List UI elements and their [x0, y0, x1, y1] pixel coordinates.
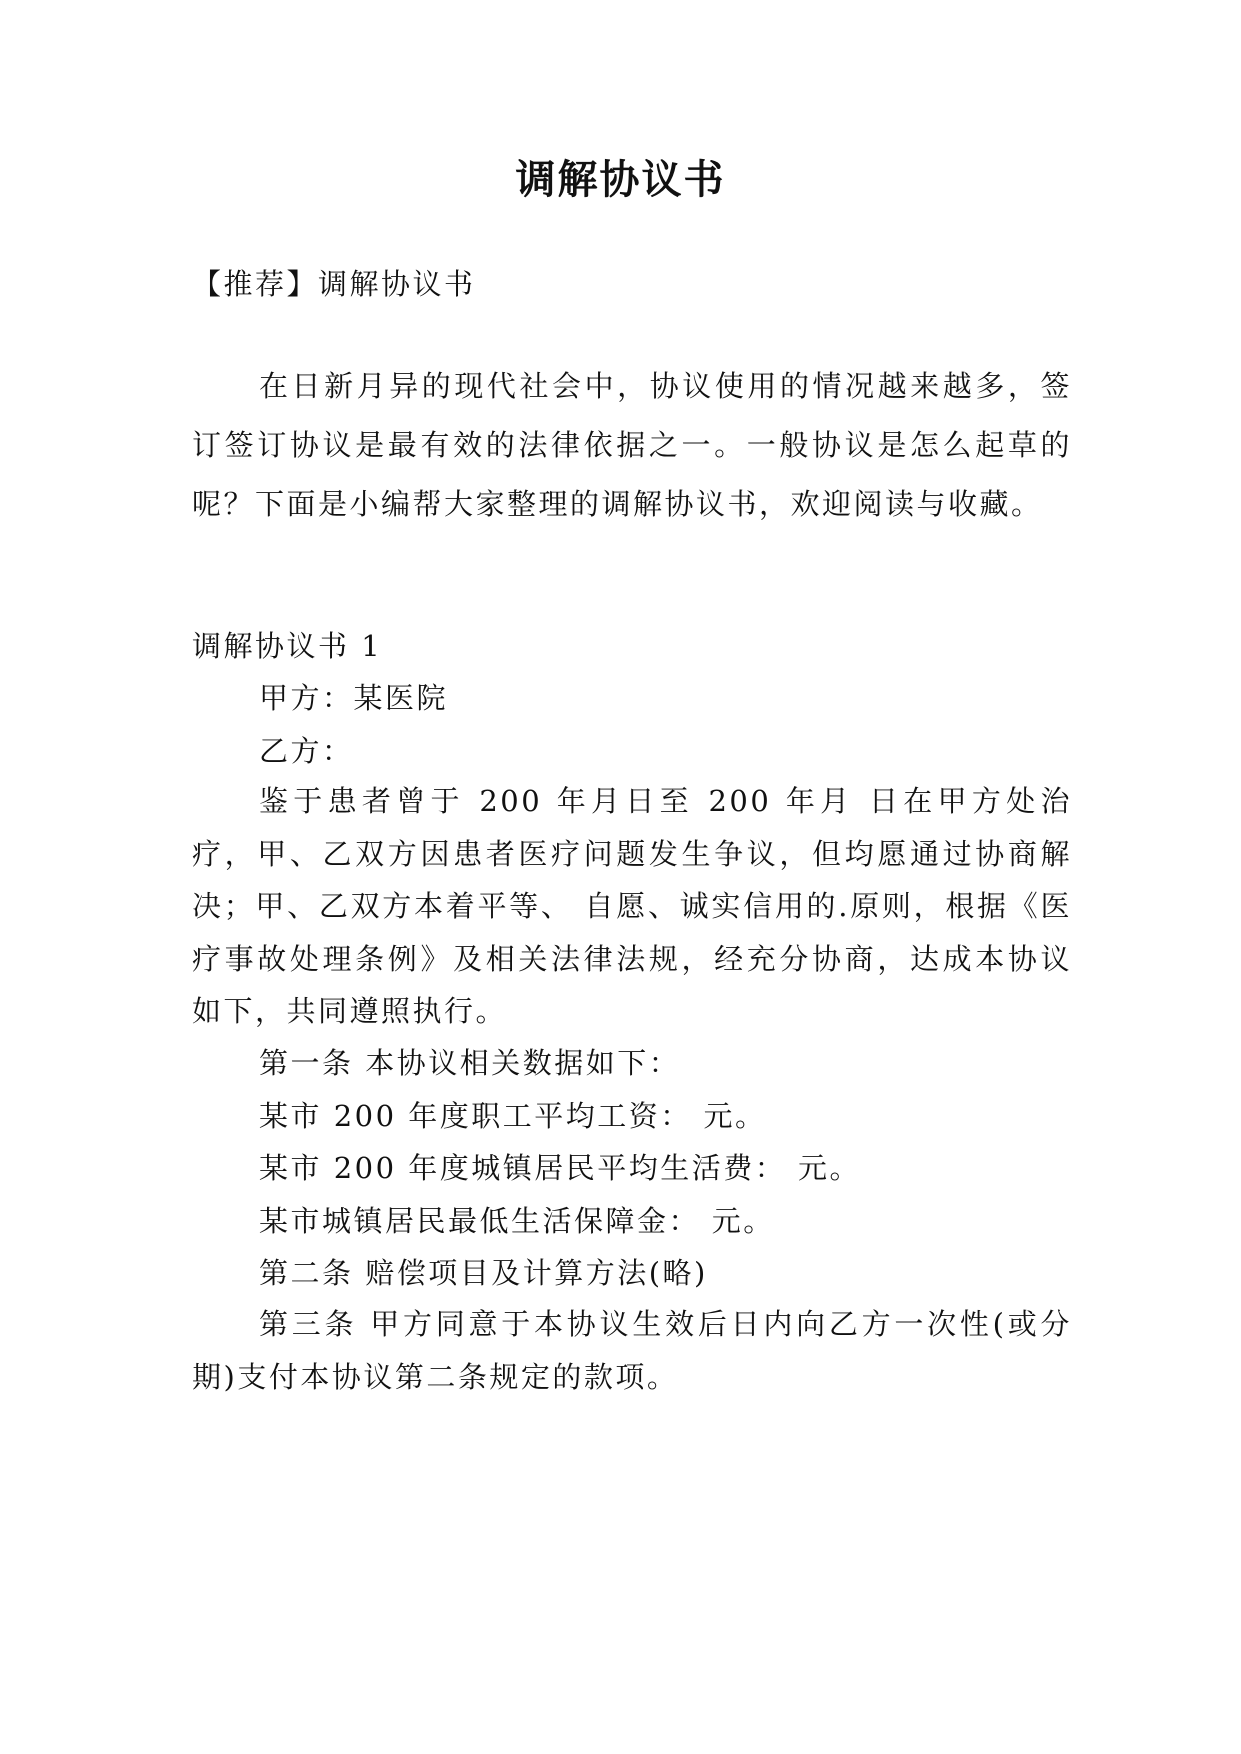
recital-paragraph: 鉴于患者曾于 200 年月日至 200 年月 日在甲方处治疗，甲、乙双方因患者医疗问题发生争议，但均愿通过协商解决；甲、乙双方本着平等、 自愿、诚实信用的.原则，根据《医疗事故处理条例》及相关法律法规，经充分协商，达成本协议如下，共同遵照执行。 — [192, 784, 1072, 1028]
party-a-line: 甲方：某医院 — [259, 681, 449, 715]
article-3-paragraph: 第三条 甲方同意于本协议生效后日内向乙方一次性(或分期)支付本协议第二条规定的款项。 — [192, 1307, 1072, 1394]
recommend-line: 【推荐】调解协议书 — [192, 267, 476, 301]
data-line-min-security: 某市城镇居民最低生活保障金： 元。 — [259, 1204, 775, 1238]
data-line-living-cost: 某市 200 年度城镇居民平均生活费： 元。 — [259, 1151, 862, 1185]
party-b-line: 乙方： — [259, 734, 354, 768]
intro-paragraph: 在日新月异的现代社会中，协议使用的情况越来越多，签订签订协议是最有效的法律依据之一。一般协议是怎么起草的呢？下面是小编帮大家整理的调解协议书，欢迎阅读与收藏。 — [192, 369, 1072, 521]
data-line-wage: 某市 200 年度职工平均工资： 元。 — [259, 1099, 767, 1133]
document-title: 调解协议书 — [515, 157, 726, 203]
article-1-line: 第一条 本协议相关数据如下： — [259, 1046, 681, 1080]
article-2-line: 第二条 赔偿项目及计算方法(略) — [259, 1256, 708, 1290]
section-heading: 调解协议书 1 — [192, 629, 383, 663]
